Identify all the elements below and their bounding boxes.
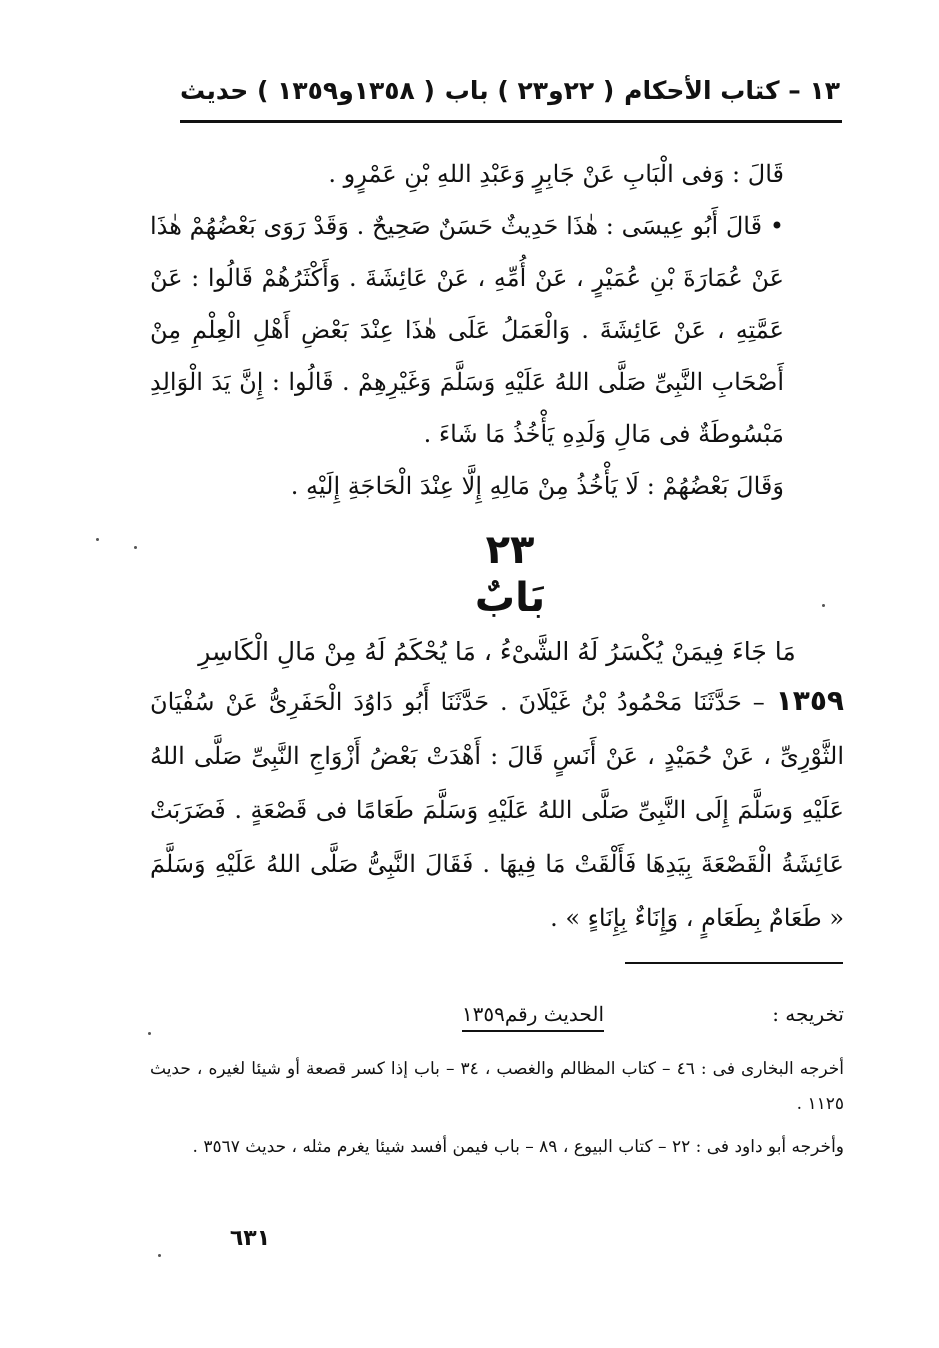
chapter-title: مَا جَاءَ فِيمَنْ يُكْسَرُ لَهُ الشَّىْءُ ، مَا يُحْكَمُ لَهُ مِنْ مَالِ الْكَاسِرِ: [198, 637, 796, 666]
commentary-text: [150, 148, 844, 512]
paragraph-baaduhum: وَقَالَ بَعْضُهُمْ : لَا يَأْخُذُ مِنْ مَالِهِ إِلَّا عِنْدَ الْحَاجَةِ إِلَيْهِ .: [290, 472, 784, 500]
takhrij-note-abu-dawud: وأخرجه أبو داود فى : ٢٢ – كتاب البيوع ، ٨٩ – باب فيمن أفسد شيئا يغرم مثله ، حديث ٣٥٦٧ .: [192, 1137, 844, 1157]
chapter-number: ٢٣: [485, 527, 535, 573]
paragraph-abu-isa: • قَالَ أَبُو عِيسَى : هٰذَا حَدِيثٌ حَسَنٌ صَحِيحٌ . وَقَدْ رَوَى بَعْضُهُمْ هٰذَا عَنْ عُمَارَةَ بْنِ عُمَيْرٍ ، عَنْ أُمِّهِ ، عَنْ عَائِشَةَ . وَأَكْثَرُهُمْ قَالُوا : عَنْ عَمَّتِهِ ، عَنْ عَائِشَةَ . وَالْعَمَلُ عَلَى هٰذَا عِنْدَ بَعْضِ أَهْلِ الْعِلْمِ مِنْ أَصْحَابِ النَّبِىِّ صَلَّى اللهُ عَلَيْهِ وَسَلَّمَ وَغَيْرِهِمْ . قَالُوا : إِنَّ يَدَ الْوَالِدِ مَبْسُوطَةٌ فى مَالِ وَلَدِهِ يَأْخُذُ مَا شَاءَ .: [150, 212, 784, 448]
header-hadith-reference: ( ١٣٥٨و١٣٥٩ ) حديث: [180, 75, 435, 105]
scan-speck: [134, 546, 137, 549]
takhrij-note-bukhari: أخرجه البخارى فى : ٤٦ – كتاب المظالم والغصب ، ٣٤ – باب إذا كسر قصعة أو شيئا لغيره ، حديث ١١٢٥ .: [150, 1059, 845, 1114]
takhrij-notes: [150, 1052, 844, 1173]
header-book-title: ١٣ – كتاب الأحكام: [624, 75, 840, 105]
hadith-text: – حَدَّثَنَا مَحْمُودُ بْنُ غَيْلَانَ . حَدَّثَنَا أَبُو دَاوُدَ الْحَفَرِىُّ عَنْ سُفْيَانَ الثَّوْرِىِّ ، عَنْ حُمَيْدٍ ، عَنْ أَنَسٍ قَالَ : أَهْدَتْ بَعْضُ أَزْوَاجِ النَّبِىِّ صَلَّى اللهُ عَلَيْهِ وَسَلَّمَ إِلَى النَّبِىِّ صَلَّى اللهُ عَلَيْهِ وَسَلَّمَ طَعَامًا فى قَصْعَةٍ . فَضَرَبَتْ عَائِشَةُ الْقَصْعَةَ بِيَدِهَا فَأَلْقَتْ مَا فِيهَا . فَقَالَ النَّبِىُّ صَلَّى اللهُ عَلَيْهِ وَسَلَّمَ « طَعَامٌ بِطَعَامٍ ، وَإِنَاءٌ بِإِنَاءٍ » .: [150, 688, 844, 932]
running-header: [180, 62, 840, 118]
hadith-number: ١٣٥٩: [775, 684, 844, 717]
takhrij-heading: [150, 1002, 844, 1042]
paragraph-wafil-bab: قَالَ : وَفى الْبَابِ عَنْ جَابِرٍ وَعَبْدِ اللهِ بْنِ عَمْرٍو .: [328, 160, 784, 188]
header-bab-reference: ( ٢٢و٢٣ ) باب: [444, 75, 615, 105]
header-rule: [180, 120, 842, 123]
scan-speck: [158, 1254, 161, 1257]
scan-speck: [148, 1032, 151, 1035]
hadith-block: [150, 674, 844, 945]
footnote-rule: [625, 962, 843, 964]
takhrij-reference: الحديث رقم١٣٥٩: [462, 1002, 604, 1032]
chapter-label: بَابٌ: [474, 575, 546, 621]
scan-speck: [822, 604, 825, 607]
scan-speck: [96, 538, 99, 541]
takhrij-label: تخريجه :: [772, 1002, 844, 1026]
page-number: ٦٣١: [229, 1226, 271, 1251]
